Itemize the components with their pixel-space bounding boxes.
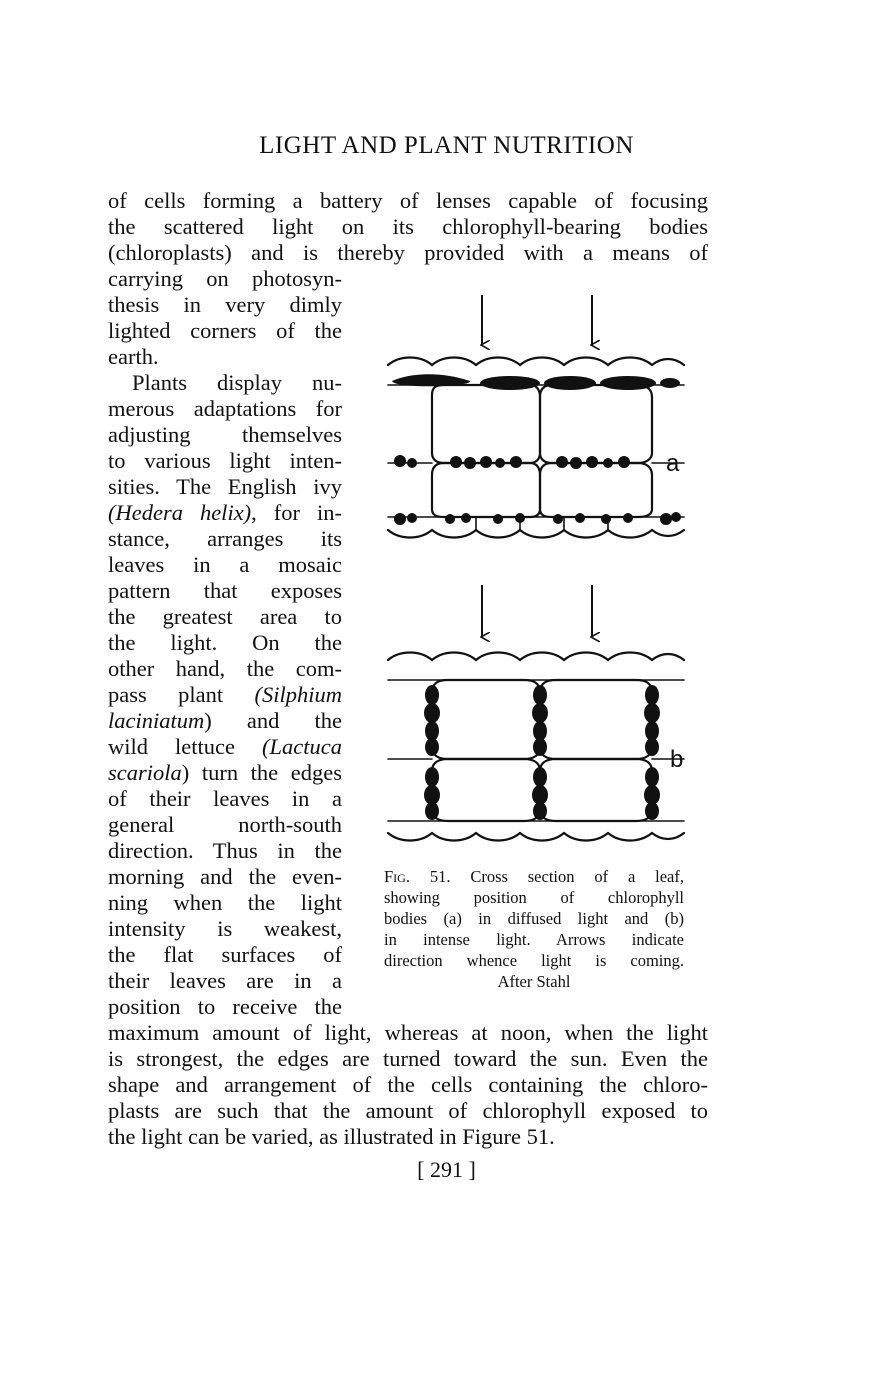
body-line: maximum amount of light, whereas at noon, when the light [108,1020,708,1045]
page-number: [ 291 ] [417,1157,476,1182]
body-line: of cells forming a battery of lenses capable of focusing [108,188,708,213]
body-line: to various light inten- [108,448,342,473]
body-line: pattern that exposes [108,578,342,603]
species-name: (Lactuca [262,734,342,759]
body-line [108,708,342,734]
palisade-cell [540,759,652,821]
palisade-cell [540,680,652,759]
chloroplasts-a [392,374,681,525]
body-line: the light. On the [108,630,342,655]
body-text: wild lettuce [108,734,263,759]
body-text: ) and the [204,708,342,733]
body-line: morning and the even- [108,864,342,889]
body-line: the greatest area to [108,604,342,629]
body-line: position to receive the [108,994,342,1019]
upper-epidermis [388,653,684,661]
body-line: is strongest, the edges are turned toward the sun. Even the [108,1046,708,1071]
figure-caption [384,866,684,992]
species-name: (Hedera helix) [108,500,252,525]
body-line: lighted corners of the [108,318,342,343]
body-text: ) turn the edges [181,760,342,785]
species-name: (Silphium [254,682,342,707]
caption-line [384,866,684,887]
upper-epidermis [388,358,684,366]
body-line: shape and arrangement of the cells containing the chloro- [108,1072,708,1097]
body-line [108,682,342,708]
body-line: adjusting themselves [108,422,342,447]
body-line: leaves in a mosaic [108,552,342,577]
diagram-label-a: a [666,450,680,477]
body-line: earth. [108,344,159,369]
running-head: LIGHT AND PLANT NUTRITION [259,132,634,159]
body-line: (chloroplasts) and is thereby provided with a means of [108,240,708,265]
body-line [108,500,342,526]
figure-51 [370,285,700,850]
caption-line: direction whence light is coming. [384,951,684,970]
body-line: the scattered light on its chlorophyll-bearing bodies [108,214,708,239]
figure-label: Fig. 51. [384,867,451,886]
body-line: stance, arranges its [108,526,342,551]
palisade-cell [540,463,652,517]
palisade-cell [432,463,540,517]
palisade-cell [432,759,540,821]
caption-credit: After Stahl [497,972,571,991]
body-line: plasts are such that the amount of chlorophyll exposed to [108,1098,708,1123]
species-name: scariola [108,760,182,785]
body-line: direction. Thus in the [108,838,342,863]
body-line: the light can be varied, as illustrated in Figure 51. [108,1124,555,1149]
body-line: thesis in very dimly [108,292,342,317]
body-text: pass plant [108,682,255,707]
leaf-cross-section-illustration [370,285,700,850]
lower-epidermis [388,833,684,841]
body-line: the flat surfaces of [108,942,342,967]
palisade-cell [540,385,652,463]
diagram-label-b: b [670,746,684,773]
body-line: sities. The English ivy [108,474,342,499]
caption-line: bodies (a) in diffused light and (b) [384,909,684,928]
palisade-cell [432,680,540,759]
body-line: intensity is weakest, [108,916,342,941]
body-line: their leaves are in a [108,968,342,993]
body-line: Plants display nu- [132,370,342,395]
chloroplasts-b [424,685,660,820]
lower-epidermis [388,530,684,538]
body-line: merous adaptations for [108,396,342,421]
body-line [108,760,342,786]
caption-line: in intense light. Arrows indicate [384,930,684,949]
body-line [108,734,342,760]
species-name: laciniatum [108,708,205,733]
caption-text: Cross section of a leaf, [450,867,684,886]
body-line: ning when the light [108,890,342,915]
body-line: other hand, the com- [108,656,342,681]
caption-line: showing position of chlorophyll [384,888,684,907]
body-line: of their leaves in a [108,786,342,811]
body-line: general north-south [108,812,342,837]
body-line: carrying on photosyn- [108,266,342,291]
body-text: , for in- [251,500,342,525]
palisade-cell [432,385,540,463]
